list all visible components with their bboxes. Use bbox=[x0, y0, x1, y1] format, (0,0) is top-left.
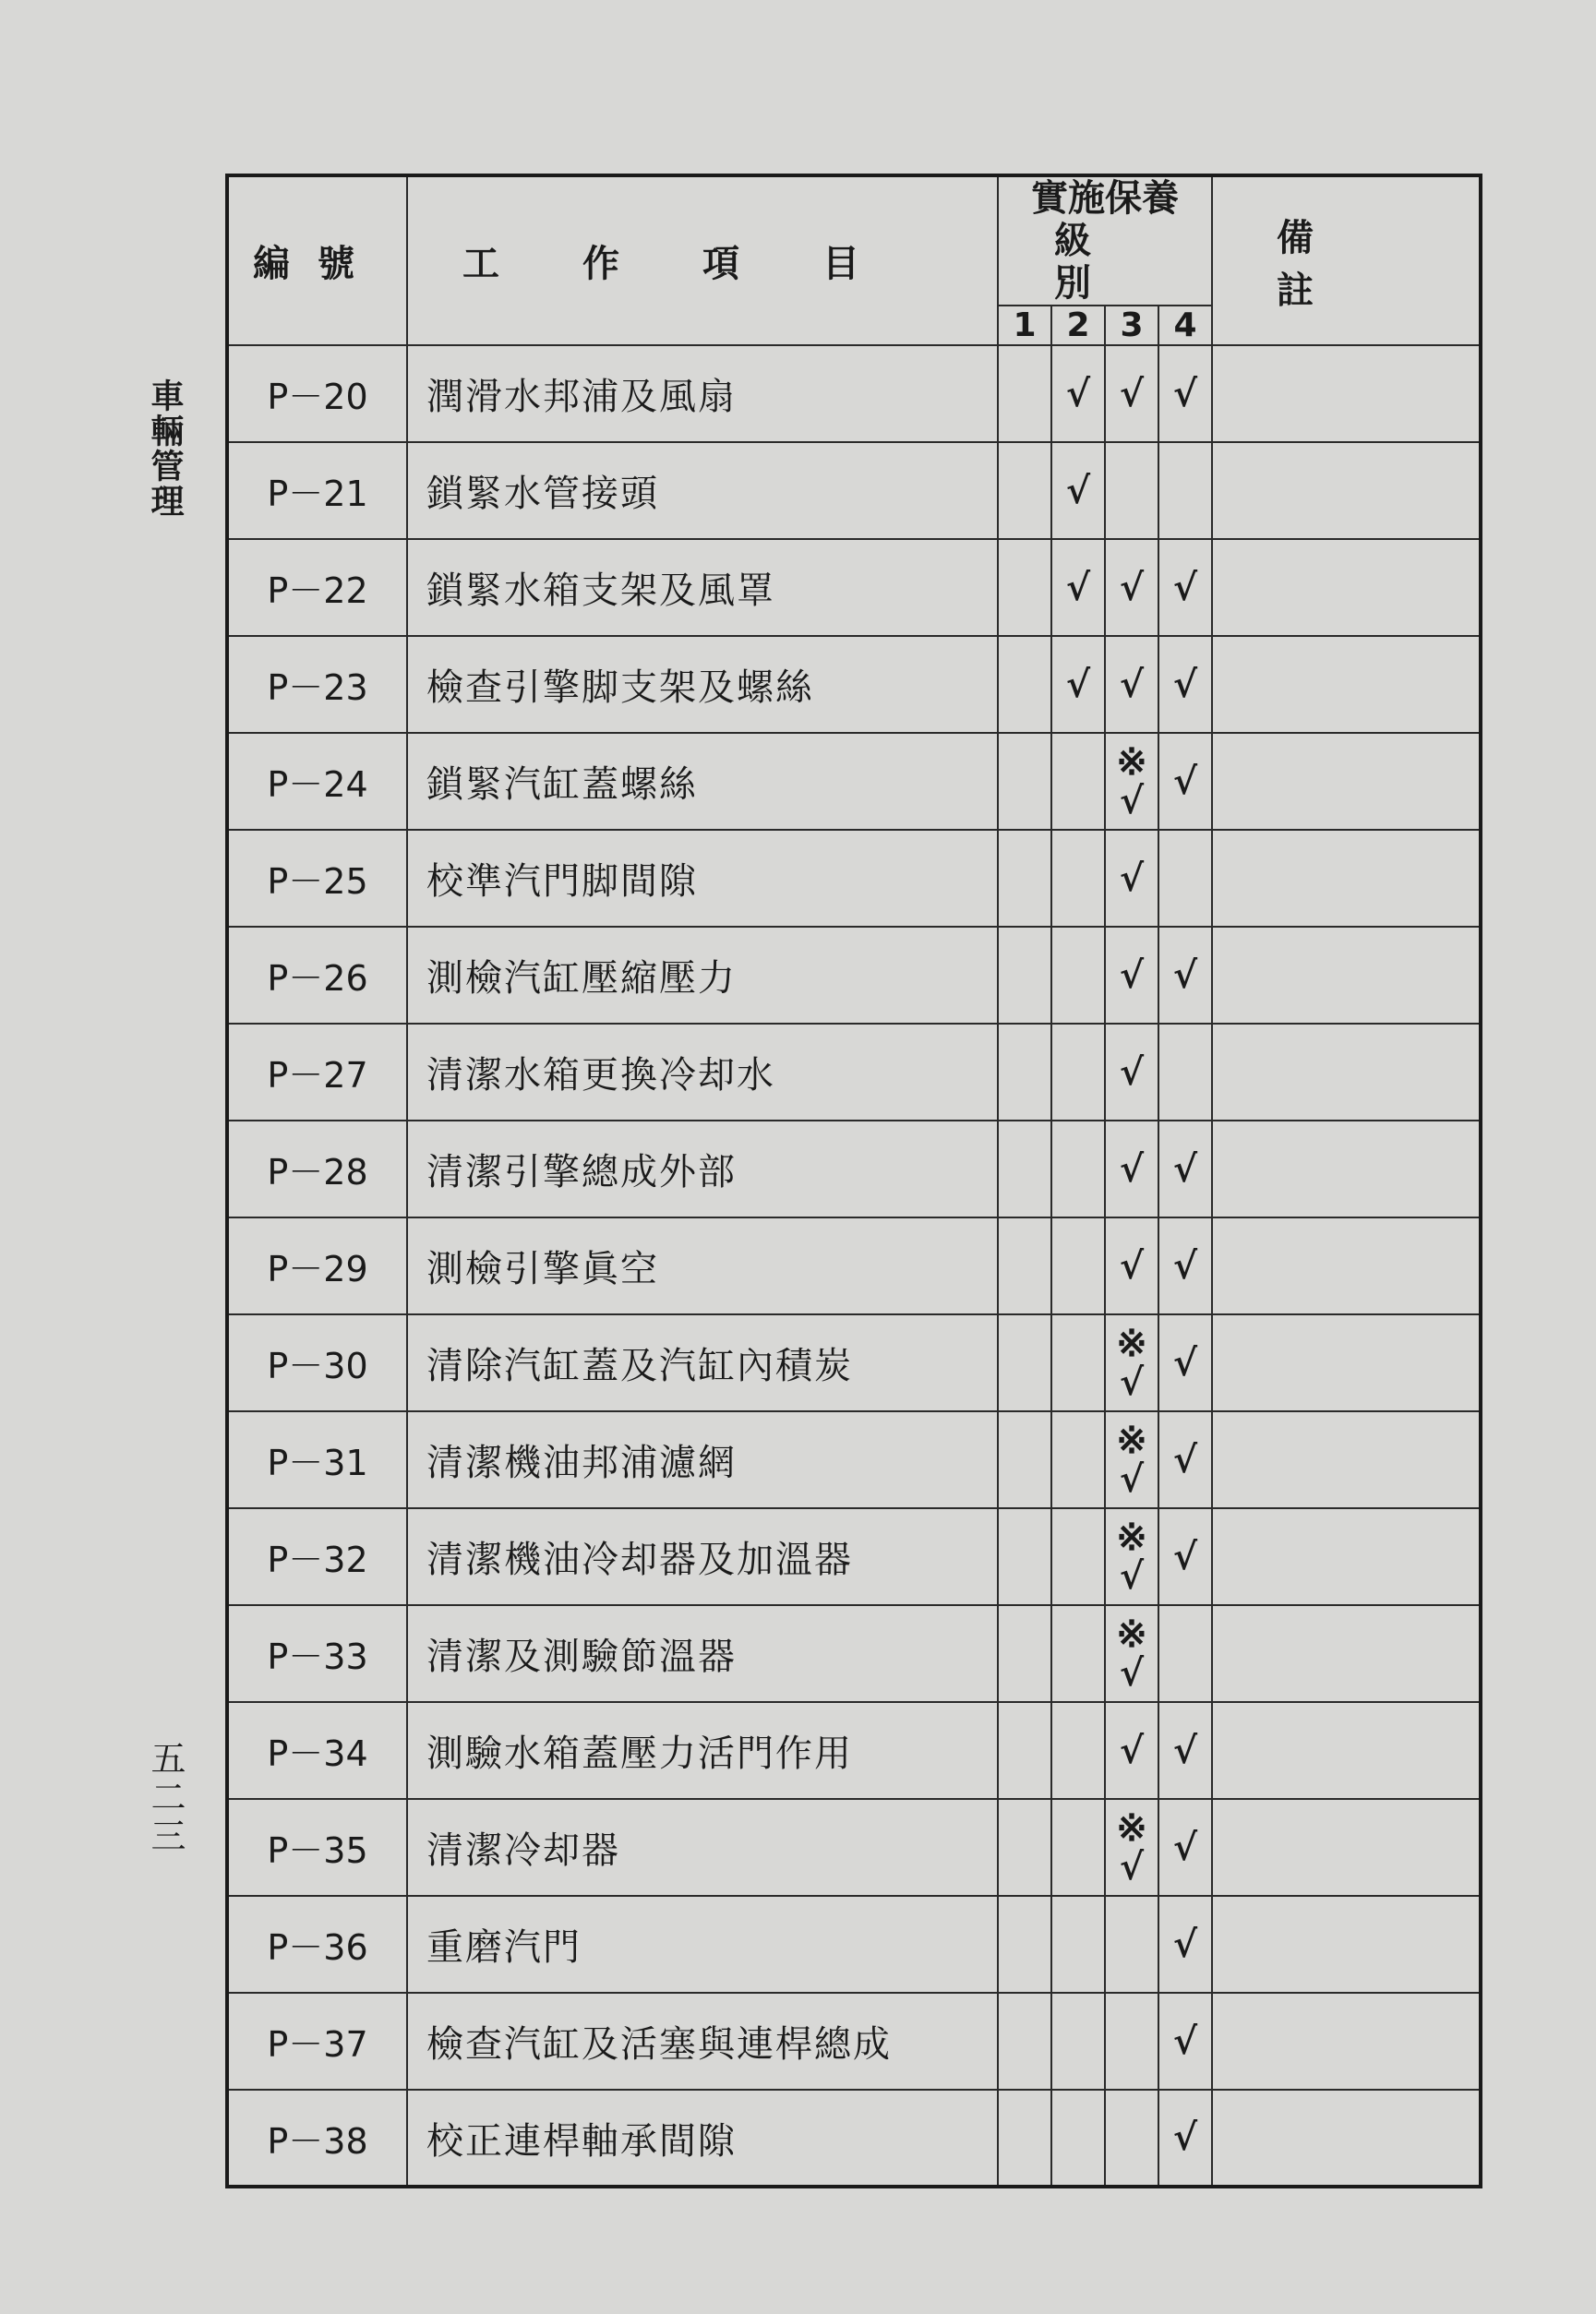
row-note bbox=[1212, 1217, 1481, 1314]
row-level-2 bbox=[1051, 830, 1105, 927]
row-item: 測檢汽缸壓縮壓力 bbox=[407, 927, 998, 1024]
row-note bbox=[1212, 345, 1481, 442]
row-note bbox=[1212, 1896, 1481, 1993]
table-row bbox=[227, 539, 1481, 636]
table-row bbox=[227, 442, 1481, 539]
row-level-3 bbox=[1105, 1411, 1158, 1508]
special-mark: ※ bbox=[1116, 1612, 1147, 1656]
row-item: 清潔水箱更換冷却水 bbox=[407, 1024, 998, 1121]
special-mark: ※ bbox=[1116, 1418, 1147, 1462]
row-note bbox=[1212, 1993, 1481, 2090]
row-level-3: √ bbox=[1105, 539, 1158, 636]
row-level-2 bbox=[1051, 1508, 1105, 1605]
table-row bbox=[227, 1799, 1481, 1896]
table-row bbox=[227, 1314, 1481, 1411]
page-number: 五二三 bbox=[145, 1740, 186, 1856]
row-code: P－37 bbox=[227, 1993, 407, 2090]
row-level-2 bbox=[1051, 1411, 1105, 1508]
row-level-1 bbox=[998, 1799, 1051, 1896]
row-level-2 bbox=[1051, 1024, 1105, 1121]
row-code: P－36 bbox=[227, 1896, 407, 1993]
table-row bbox=[227, 1896, 1481, 1993]
row-level-4: √ bbox=[1158, 733, 1212, 830]
row-level-3: √ bbox=[1105, 927, 1158, 1024]
header-code: 編號 bbox=[227, 175, 407, 345]
row-level-1 bbox=[998, 1217, 1051, 1314]
row-level-4: √ bbox=[1158, 1217, 1212, 1314]
table-row bbox=[227, 733, 1481, 830]
row-level-4 bbox=[1158, 1024, 1212, 1121]
row-level-3 bbox=[1105, 1799, 1158, 1896]
row-note bbox=[1212, 1799, 1481, 1896]
row-code: P－32 bbox=[227, 1508, 407, 1605]
header-level-line1: 實施保養 bbox=[1031, 176, 1179, 220]
table-row bbox=[227, 1121, 1481, 1217]
table-row bbox=[227, 636, 1481, 733]
side-title: 車輛管理 bbox=[146, 378, 185, 519]
row-level-1 bbox=[998, 830, 1051, 927]
row-level-2 bbox=[1051, 1217, 1105, 1314]
row-level-4: √ bbox=[1158, 1993, 1212, 2090]
row-note bbox=[1212, 539, 1481, 636]
row-code: P－34 bbox=[227, 1702, 407, 1799]
header-level-2: 2 bbox=[1051, 306, 1105, 345]
row-code: P－25 bbox=[227, 830, 407, 927]
row-code: P－35 bbox=[227, 1799, 407, 1896]
special-mark: ※ bbox=[1116, 1321, 1147, 1365]
row-level-1 bbox=[998, 1993, 1051, 2090]
row-item: 重磨汽門 bbox=[407, 1896, 998, 1993]
table-row bbox=[227, 1411, 1481, 1508]
row-note bbox=[1212, 927, 1481, 1024]
row-code: P－21 bbox=[227, 442, 407, 539]
row-level-2 bbox=[1051, 1702, 1105, 1799]
row-level-3 bbox=[1105, 2090, 1158, 2187]
row-note bbox=[1212, 1605, 1481, 1702]
table-row bbox=[227, 1605, 1481, 1702]
row-code: P－24 bbox=[227, 733, 407, 830]
row-item: 鎖緊水管接頭 bbox=[407, 442, 998, 539]
row-level-2 bbox=[1051, 927, 1105, 1024]
row-level-3 bbox=[1105, 1896, 1158, 1993]
row-level-2 bbox=[1051, 1993, 1105, 2090]
row-item: 檢查引擎脚支架及螺絲 bbox=[407, 636, 998, 733]
row-level-4: √ bbox=[1158, 1702, 1212, 1799]
row-level-1 bbox=[998, 1896, 1051, 1993]
row-note bbox=[1212, 1121, 1481, 1217]
row-level-3 bbox=[1105, 442, 1158, 539]
row-item: 測驗水箱蓋壓力活門作用 bbox=[407, 1702, 998, 1799]
row-level-4: √ bbox=[1158, 1508, 1212, 1605]
row-note bbox=[1212, 1508, 1481, 1605]
row-level-1 bbox=[998, 1121, 1051, 1217]
row-item: 校正連桿軸承間隙 bbox=[407, 2090, 998, 2187]
table-row bbox=[227, 1702, 1481, 1799]
table-row bbox=[227, 1217, 1481, 1314]
row-item: 鎖緊水箱支架及風罩 bbox=[407, 539, 998, 636]
row-level-1 bbox=[998, 1024, 1051, 1121]
special-mark: ※ bbox=[1116, 1515, 1147, 1559]
row-code: P－20 bbox=[227, 345, 407, 442]
header-level-4: 4 bbox=[1158, 306, 1212, 345]
row-note bbox=[1212, 733, 1481, 830]
header-note: 備註 bbox=[1212, 175, 1481, 345]
row-code: P－33 bbox=[227, 1605, 407, 1702]
row-level-3: √ bbox=[1105, 345, 1158, 442]
row-level-1 bbox=[998, 442, 1051, 539]
row-level-2: √ bbox=[1051, 636, 1105, 733]
row-level-1 bbox=[998, 1605, 1051, 1702]
table-row bbox=[227, 2090, 1481, 2187]
row-item: 清潔機油冷却器及加溫器 bbox=[407, 1508, 998, 1605]
row-item: 鎖緊汽缸蓋螺絲 bbox=[407, 733, 998, 830]
row-level-2 bbox=[1051, 1605, 1105, 1702]
row-level-1 bbox=[998, 733, 1051, 830]
row-level-4: √ bbox=[1158, 1314, 1212, 1411]
row-level-1 bbox=[998, 636, 1051, 733]
row-level-4 bbox=[1158, 1605, 1212, 1702]
header-level-3: 3 bbox=[1105, 306, 1158, 345]
table-row bbox=[227, 1024, 1481, 1121]
table-row bbox=[227, 1508, 1481, 1605]
row-note bbox=[1212, 636, 1481, 733]
row-level-4 bbox=[1158, 830, 1212, 927]
row-code: P－31 bbox=[227, 1411, 407, 1508]
row-level-2: √ bbox=[1051, 442, 1105, 539]
row-code: P－23 bbox=[227, 636, 407, 733]
row-level-2: √ bbox=[1051, 539, 1105, 636]
row-item: 清潔冷却器 bbox=[407, 1799, 998, 1896]
row-level-3 bbox=[1105, 1605, 1158, 1702]
row-code: P－26 bbox=[227, 927, 407, 1024]
row-level-2 bbox=[1051, 1314, 1105, 1411]
row-level-4: √ bbox=[1158, 345, 1212, 442]
row-level-4: √ bbox=[1158, 636, 1212, 733]
table-row bbox=[227, 927, 1481, 1024]
row-level-1 bbox=[998, 539, 1051, 636]
row-code: P－30 bbox=[227, 1314, 407, 1411]
row-level-1 bbox=[998, 1411, 1051, 1508]
row-item: 校準汽門脚間隙 bbox=[407, 830, 998, 927]
header-level-1: 1 bbox=[998, 306, 1051, 345]
row-level-3: √ bbox=[1105, 1702, 1158, 1799]
check-mark: √ bbox=[1119, 1553, 1145, 1598]
row-level-3: √ bbox=[1105, 1121, 1158, 1217]
row-code: P－27 bbox=[227, 1024, 407, 1121]
row-note bbox=[1212, 442, 1481, 539]
row-level-3 bbox=[1105, 1993, 1158, 2090]
row-item: 檢查汽缸及活塞與連桿總成 bbox=[407, 1993, 998, 2090]
row-code: P－28 bbox=[227, 1121, 407, 1217]
row-level-3: √ bbox=[1105, 1024, 1158, 1121]
row-level-3: √ bbox=[1105, 830, 1158, 927]
row-level-4: √ bbox=[1158, 1411, 1212, 1508]
row-level-2 bbox=[1051, 1896, 1105, 1993]
row-level-2: √ bbox=[1051, 345, 1105, 442]
row-level-2 bbox=[1051, 1121, 1105, 1217]
row-level-1 bbox=[998, 345, 1051, 442]
row-level-1 bbox=[998, 1508, 1051, 1605]
check-mark: √ bbox=[1119, 1844, 1145, 1888]
row-note bbox=[1212, 1314, 1481, 1411]
row-level-2 bbox=[1051, 733, 1105, 830]
row-item: 清潔機油邦浦濾網 bbox=[407, 1411, 998, 1508]
row-level-3: √ bbox=[1105, 1217, 1158, 1314]
check-mark: √ bbox=[1119, 1457, 1145, 1501]
row-note bbox=[1212, 1411, 1481, 1508]
row-level-4: √ bbox=[1158, 1799, 1212, 1896]
row-level-2 bbox=[1051, 2090, 1105, 2187]
header-level bbox=[998, 175, 1212, 306]
row-level-4: √ bbox=[1158, 2090, 1212, 2187]
special-mark: ※ bbox=[1116, 1805, 1147, 1850]
row-item: 潤滑水邦浦及風扇 bbox=[407, 345, 998, 442]
row-level-2 bbox=[1051, 1799, 1105, 1896]
row-level-4: √ bbox=[1158, 539, 1212, 636]
row-level-3 bbox=[1105, 1314, 1158, 1411]
row-item: 清潔及測驗節溫器 bbox=[407, 1605, 998, 1702]
row-item: 測檢引擎眞空 bbox=[407, 1217, 998, 1314]
row-level-1 bbox=[998, 927, 1051, 1024]
maintenance-table bbox=[225, 174, 1482, 2188]
row-level-4 bbox=[1158, 442, 1212, 539]
check-mark: √ bbox=[1119, 1650, 1145, 1695]
table-row bbox=[227, 830, 1481, 927]
row-level-4: √ bbox=[1158, 1121, 1212, 1217]
table-row bbox=[227, 1993, 1481, 2090]
row-note bbox=[1212, 830, 1481, 927]
row-level-4: √ bbox=[1158, 1896, 1212, 1993]
check-mark: √ bbox=[1119, 1360, 1145, 1404]
row-level-1 bbox=[998, 1314, 1051, 1411]
row-note bbox=[1212, 1024, 1481, 1121]
row-level-1 bbox=[998, 2090, 1051, 2187]
row-level-3: √ bbox=[1105, 636, 1158, 733]
row-note bbox=[1212, 2090, 1481, 2187]
special-mark: ※ bbox=[1116, 739, 1147, 784]
row-item: 清潔引擎總成外部 bbox=[407, 1121, 998, 1217]
row-code: P－22 bbox=[227, 539, 407, 636]
table-body bbox=[227, 345, 1481, 2187]
row-level-3 bbox=[1105, 1508, 1158, 1605]
row-level-4: √ bbox=[1158, 927, 1212, 1024]
check-mark: √ bbox=[1119, 778, 1145, 822]
row-code: P－29 bbox=[227, 1217, 407, 1314]
row-note bbox=[1212, 1702, 1481, 1799]
table-row bbox=[227, 345, 1481, 442]
row-level-1 bbox=[998, 1702, 1051, 1799]
row-code: P－38 bbox=[227, 2090, 407, 2187]
row-item: 清除汽缸蓋及汽缸內積炭 bbox=[407, 1314, 998, 1411]
header-item: 工作項目 bbox=[407, 175, 998, 345]
header-level-line2: 級別 bbox=[1054, 219, 1193, 305]
row-level-3 bbox=[1105, 733, 1158, 830]
